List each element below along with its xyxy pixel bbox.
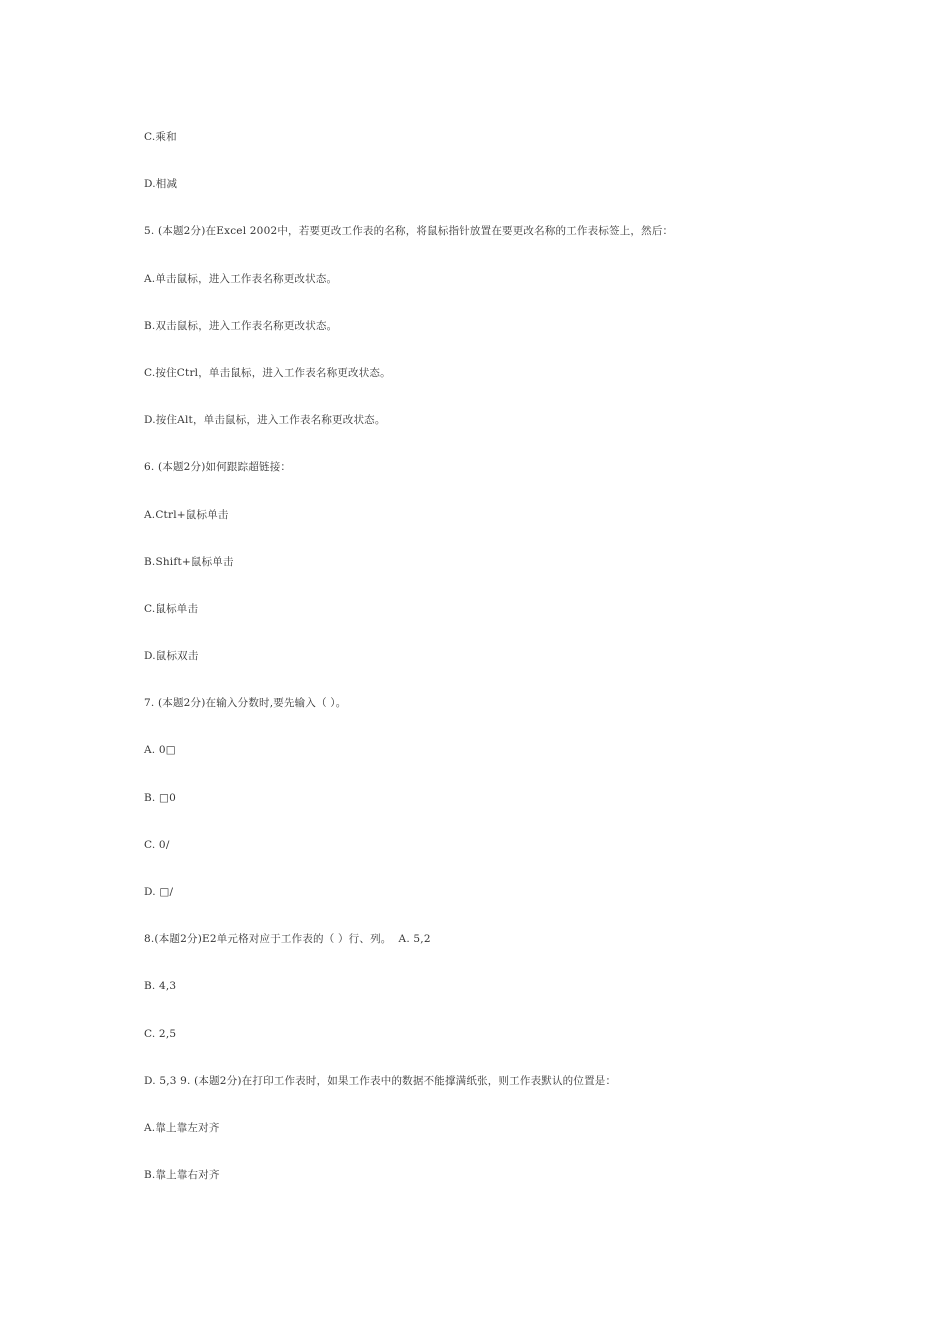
- option-line: B.双击鼠标，进入工作表名称更改状态。: [144, 319, 338, 332]
- option-line: B.靠上靠右对齐: [144, 1169, 220, 1182]
- question-line: 8.(本题2分)E2单元格对应于工作表的（ ）行、列。 A. 5,2: [144, 933, 431, 946]
- option-line: C. 2,5: [144, 1027, 177, 1040]
- option-line: D.鼠标双击: [144, 650, 199, 663]
- option-line: D. □/: [144, 886, 174, 898]
- question-line: 6. (本题2分)如何跟踪超链接：: [144, 461, 292, 474]
- option-line: B.Shift+鼠标单击: [144, 555, 234, 568]
- option-line: C. 0/: [144, 838, 170, 851]
- option-line: D.按住Alt，单击鼠标，进入工作表名称更改状态。: [144, 414, 386, 427]
- question-line: D. 5,3 9. (本题2分)在打印工作表时，如果工作表中的数据不能撑满纸张，则工作表默认的位置是：: [144, 1074, 617, 1087]
- option-line: B. 4,3: [144, 980, 177, 993]
- question-line: 7. (本题2分)在输入分数时,要先输入（ ）。: [144, 697, 347, 710]
- option-line: B. □0: [144, 791, 176, 804]
- option-line: A. 0□: [144, 744, 176, 757]
- option-line: D.相减: [144, 178, 178, 191]
- option-line: C.鼠标单击: [144, 602, 199, 615]
- option-line: A.靠上靠左对齐: [144, 1121, 220, 1134]
- option-line: C.按住Ctrl，单击鼠标，进入工作表名称更改状态。: [144, 366, 391, 379]
- question-text-block: [144, 128, 864, 1213]
- option-line: C.乘和: [144, 131, 177, 143]
- option-line: A.单击鼠标，进入工作表名称更改状态。: [144, 272, 338, 285]
- question-line: 5. (本题2分)在Excel 2002中，若要更改工作表的名称，将鼠标指针放置在要更改名称的工作表标签上，然后：: [144, 225, 674, 238]
- option-line: A.Ctrl+鼠标单击: [144, 508, 229, 521]
